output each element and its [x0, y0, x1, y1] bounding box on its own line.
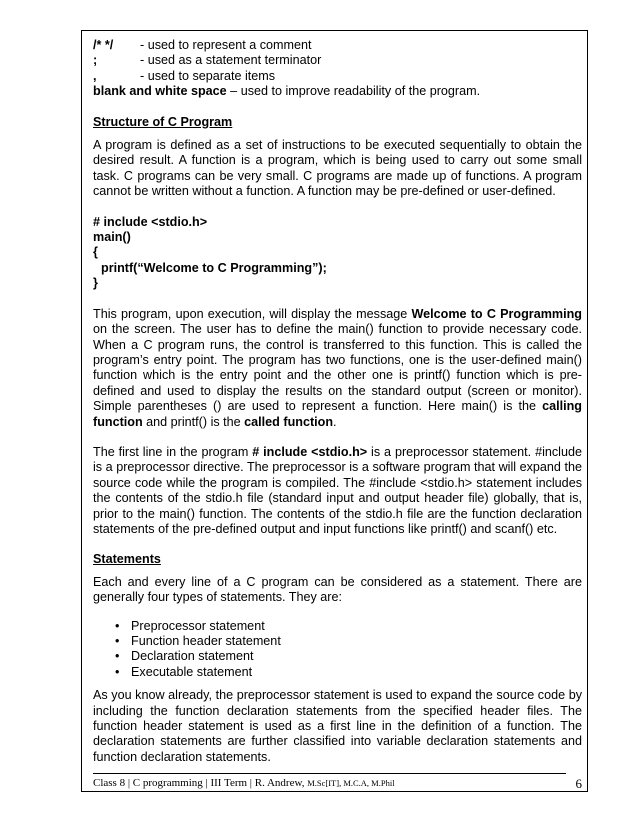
symbol-desc: - used to represent a comment	[140, 38, 312, 52]
preprocessor-paragraph	[93, 445, 582, 537]
footer-course: Class 8 | C programming | III Term | R. Andrew,	[93, 777, 308, 789]
text-run: This program, upon execution, will display the message	[93, 306, 412, 321]
text-run-bold: called function	[244, 414, 334, 429]
code-line: printf(“Welcome to C Programming”);	[101, 260, 327, 275]
code-line: }	[93, 276, 98, 291]
footer-qualifications: M.Sc[IT], M.C.A, M.Phil	[307, 778, 395, 788]
symbol: ,	[93, 68, 97, 83]
text-run: The first line in the program	[93, 444, 253, 459]
symbol: ;	[93, 53, 98, 68]
blank-space-line	[93, 84, 582, 99]
footer-rule	[93, 773, 566, 774]
code-line: {	[93, 245, 98, 260]
program-explanation-paragraph	[93, 307, 582, 430]
structure-paragraph: A program is defined as a set of instructions to be executed sequentially to obtain the desired result. A function is a program, which is being used to carry out some small task. C programs can be very small. C programs are made up of functions. A program cannot be written without a function. A function may be pre-defined or user-defined.	[93, 138, 582, 199]
footer-info	[93, 777, 395, 790]
list-item: • Preprocessor statement	[115, 619, 582, 634]
statements-intro: Each and every line of a C program can be considered as a statement. There are generally four types of statements. They are:	[93, 574, 582, 605]
blank-space-desc: – used to improve readability of the program.	[226, 84, 481, 99]
code-block	[93, 215, 582, 292]
code-line: # include <stdio.h>	[93, 214, 208, 229]
text-run-bold: # include <stdio.h>	[252, 444, 368, 459]
symbol: /* */	[93, 38, 114, 52]
symbol-row	[93, 53, 582, 68]
list-item: • Function header statement	[115, 634, 582, 649]
symbol-row	[93, 38, 582, 53]
text-run: and printf() is the	[142, 414, 245, 429]
symbol-desc: - used as a statement terminator	[140, 53, 322, 68]
code-line: main()	[93, 230, 131, 245]
text-run: is a preprocessor statement. #include is a preprocessor directive. The preprocessor is a software program that will expand the source code while the program is compiled. The #include <stdio.h> statement includes the contents of the stdio.h file (standard input and output header file) globally, that is, prior to the main() function. The contents of the stdio.h file are the function declaration statements of the pre-defined output and input functions like printf() and scanf() etc.	[93, 444, 582, 536]
symbol-desc: - used to separate items	[140, 68, 276, 83]
list-item: • Declaration statement	[115, 649, 582, 664]
page-footer	[93, 777, 582, 790]
page-number: 6	[575, 776, 582, 791]
statements-outro: As you know already, the preprocessor statement is used to expand the source code by including the function declaration statements from the specified header files. The function header statement is used as a first line in the definition of a function. The declaration statements are further classified into variable declaration statements and function declaration statements.	[93, 688, 582, 764]
list-item: • Executable statement	[115, 665, 582, 680]
text-run: .	[333, 414, 337, 429]
statements-heading: Statements	[93, 552, 161, 567]
page-content	[93, 38, 582, 765]
statement-types-list	[93, 619, 582, 681]
blank-space-term: blank and white space	[93, 84, 227, 99]
text-run-bold: calling function	[93, 399, 582, 429]
text-run: on the screen. The user has to define the main() function to provide necessary code. When a C program runs, the control is transferred to this function. This is called the program’s entry point. The program has two functions, one is the user-defined main() function which is the entry point and the other one is printf() function which is pre-defined and used to display the results on the standard output (screen or monitor). Simple parentheses () are used to represent a function. Here main() is the	[93, 322, 582, 414]
structure-heading: Structure of C Program	[93, 114, 233, 129]
text-run-bold: Welcome to C Programming	[411, 306, 582, 321]
symbol-row	[93, 69, 582, 84]
